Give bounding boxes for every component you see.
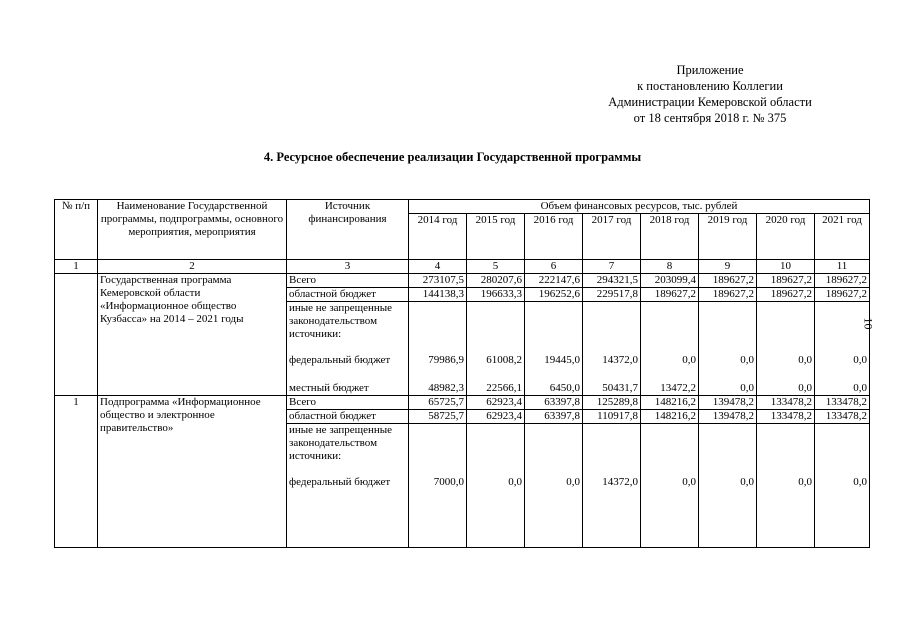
value-cell: 65725,7 (409, 396, 467, 410)
table-row (55, 274, 870, 288)
value-cell: 6450,0 (525, 382, 583, 396)
header-index: 11 (815, 260, 870, 274)
value-cell: 58725,7 (409, 410, 467, 424)
appendix-line: Администрации Кемеровской области (608, 95, 812, 109)
table-row (55, 396, 870, 410)
header-year: 2017 год (583, 214, 641, 260)
header-index: 6 (525, 260, 583, 274)
value-cell: 0,0 (641, 476, 699, 548)
value-cell: 7000,0 (409, 476, 467, 548)
value-cell: 189627,2 (815, 288, 870, 302)
header-year: 2015 год (467, 214, 525, 260)
appendix-header (560, 62, 860, 126)
header-index: 10 (757, 260, 815, 274)
value-cell (467, 424, 525, 476)
resource-table (54, 199, 870, 548)
header-year: 2021 год (815, 214, 870, 260)
value-cell: 189627,2 (699, 274, 757, 288)
source-cell: областной бюджет (287, 410, 409, 424)
source-cell: иные не запрещенные законодательством источники: (287, 424, 409, 476)
header-num: № п/п (55, 200, 98, 260)
value-cell (525, 424, 583, 476)
value-cell: 110917,8 (583, 410, 641, 424)
value-cell (583, 424, 641, 476)
value-cell: 189627,2 (757, 274, 815, 288)
header-name: Наименование Государственной программы, подпрограммы, основного мероприятия, мероприятия (98, 200, 287, 260)
header-year: 2014 год (409, 214, 467, 260)
program-name: Подпрограмма «Информационное общество и электронное правительство» (98, 396, 287, 548)
value-cell (409, 424, 467, 476)
value-cell: 133478,2 (757, 410, 815, 424)
value-cell: 0,0 (699, 382, 757, 396)
value-cell: 0,0 (699, 354, 757, 382)
header-index: 5 (467, 260, 525, 274)
source-cell: Всего (287, 396, 409, 410)
value-cell: 19445,0 (525, 354, 583, 382)
value-cell (757, 424, 815, 476)
value-cell: 133478,2 (815, 396, 870, 410)
value-cell: 0,0 (815, 354, 870, 382)
value-cell: 189627,2 (641, 288, 699, 302)
value-cell: 125289,8 (583, 396, 641, 410)
row-num (55, 274, 98, 396)
value-cell: 144138,3 (409, 288, 467, 302)
value-cell: 203099,4 (641, 274, 699, 288)
value-cell: 139478,2 (699, 410, 757, 424)
value-cell (641, 424, 699, 476)
value-cell (815, 424, 870, 476)
value-cell: 273107,5 (409, 274, 467, 288)
header-index: 3 (287, 260, 409, 274)
value-cell: 189627,2 (699, 288, 757, 302)
value-cell: 280207,6 (467, 274, 525, 288)
value-cell: 0,0 (525, 476, 583, 548)
appendix-line: к постановлению Коллегии (637, 79, 783, 93)
source-cell: Всего (287, 274, 409, 288)
value-cell: 139478,2 (699, 396, 757, 410)
value-cell: 0,0 (757, 354, 815, 382)
value-cell: 62923,4 (467, 396, 525, 410)
value-cell: 48982,3 (409, 382, 467, 396)
value-cell: 148216,2 (641, 410, 699, 424)
value-cell: 22566,1 (467, 382, 525, 396)
header-index: 2 (98, 260, 287, 274)
header-source: Источник финансирования (287, 200, 409, 260)
value-cell (583, 302, 641, 354)
value-cell: 62923,4 (467, 410, 525, 424)
value-cell: 50431,7 (583, 382, 641, 396)
value-cell (815, 302, 870, 354)
value-cell: 63397,8 (525, 396, 583, 410)
appendix-line: Приложение (676, 63, 744, 77)
header-index: 1 (55, 260, 98, 274)
value-cell: 0,0 (757, 382, 815, 396)
value-cell: 13472,2 (641, 382, 699, 396)
source-cell: федеральный бюджет (287, 354, 409, 382)
value-cell: 0,0 (757, 476, 815, 548)
header-year: 2016 год (525, 214, 583, 260)
value-cell (641, 302, 699, 354)
source-cell: иные не запрещенные законодательством источники: (287, 302, 409, 354)
value-cell: 0,0 (641, 354, 699, 382)
header-index: 8 (641, 260, 699, 274)
value-cell: 294321,5 (583, 274, 641, 288)
value-cell: 222147,6 (525, 274, 583, 288)
header-year: 2018 год (641, 214, 699, 260)
value-cell (409, 302, 467, 354)
source-cell: местный бюджет (287, 382, 409, 396)
value-cell: 63397,8 (525, 410, 583, 424)
value-cell: 189627,2 (815, 274, 870, 288)
value-cell: 196633,3 (467, 288, 525, 302)
value-cell: 61008,2 (467, 354, 525, 382)
value-cell: 196252,6 (525, 288, 583, 302)
header-year: 2020 год (757, 214, 815, 260)
value-cell: 133478,2 (815, 410, 870, 424)
value-cell (699, 302, 757, 354)
value-cell: 148216,2 (641, 396, 699, 410)
value-cell: 0,0 (815, 476, 870, 548)
appendix-line: от 18 сентября 2018 г. № 375 (633, 111, 787, 125)
value-cell: 14372,0 (583, 476, 641, 548)
header-index: 7 (583, 260, 641, 274)
value-cell: 79986,9 (409, 354, 467, 382)
value-cell (467, 302, 525, 354)
header-index: 9 (699, 260, 757, 274)
value-cell (699, 424, 757, 476)
value-cell: 189627,2 (757, 288, 815, 302)
row-num: 1 (55, 396, 98, 548)
value-cell: 133478,2 (757, 396, 815, 410)
source-cell: федеральный бюджет (287, 476, 409, 548)
value-cell: 14372,0 (583, 354, 641, 382)
value-cell (757, 302, 815, 354)
program-name: Государственная программа Кемеровской области «Информационное общество Кузбасса» на 2014 – 2021 годы (98, 274, 287, 396)
value-cell (525, 302, 583, 354)
header-index: 4 (409, 260, 467, 274)
page-number: 10 (861, 317, 876, 330)
value-cell: 229517,8 (583, 288, 641, 302)
value-cell: 0,0 (699, 476, 757, 548)
header-year: 2019 год (699, 214, 757, 260)
source-cell: областной бюджет (287, 288, 409, 302)
value-cell: 0,0 (815, 382, 870, 396)
value-cell: 0,0 (467, 476, 525, 548)
header-volume-group: Объем финансовых ресурсов, тыс. рублей (409, 200, 870, 214)
document-title: 4. Ресурсное обеспечение реализации Государственной программы (263, 150, 642, 164)
